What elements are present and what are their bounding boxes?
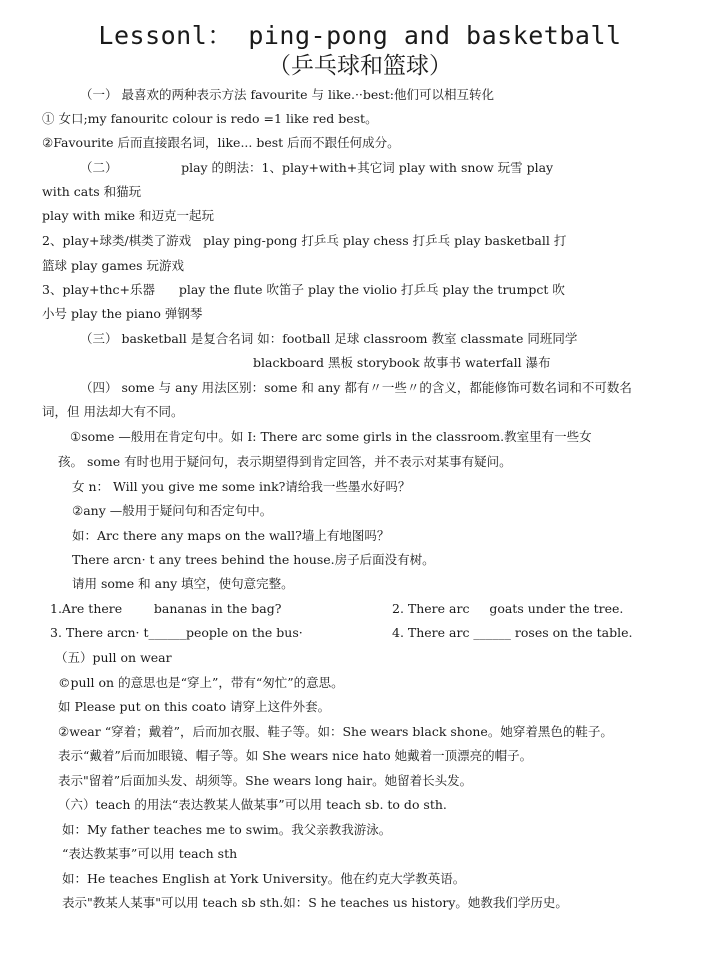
- exercise-item: 4. There arc ______ roses on the table.: [392, 625, 633, 640]
- text-line: 表示"教某人某事"可以用 teach sb sth.如：S he teaches us history。她教我们学历史。: [62, 895, 568, 910]
- text-line: blackboard 黑板 storybook 故事书 waterfall 瀑布: [253, 355, 551, 370]
- text-line: 词，但 用法却大有不同。: [42, 404, 184, 419]
- page-subtitle: （乒乓球和篮球）: [268, 53, 452, 79]
- text-line: 女 n： Will you give me some ink?请给我一些墨水好吗？: [72, 479, 411, 494]
- text-line: 如：Arc there any maps on the wall?墙上有地图吗？: [72, 528, 390, 543]
- text-line: 请用 some 和 any 填空，使句意完整。: [72, 576, 294, 591]
- text-line: 如：My father teaches me to swim。我父亲教我游泳。: [62, 822, 392, 837]
- text-line: （二） play 的朗法：1、play+with+其它词 play with snow 玩雪 play: [80, 160, 554, 175]
- text-line: “表达教某事”可以用 teach sth: [62, 846, 238, 861]
- text-line: ① 女口;my fanouritc colour is redo =1 like red best。: [42, 111, 378, 126]
- text-line: ②Favourite 后而直接跟名词，like... best 后而不跟任何成分。: [42, 135, 400, 150]
- text-line: 2、play+球类/棋类了游戏 play ping-pong 打乒乓 play chess 打乒乓 play basketball 打: [42, 233, 567, 248]
- text-line: 孩。 some 有时也用于疑问句，表示期望得到肯定回答，并不表示对某事有疑问。: [58, 454, 512, 469]
- text-line: 表示“戴着”后而加眼镜、帽子等。如 She wears nice hato 她戴着一顶漂亮的帽子。: [58, 748, 533, 763]
- exercise-item: 2. There arc goats under the tree.: [392, 601, 624, 616]
- text-line: ©pull on 的意思也是“穿上”，带有“匆忙”的意思。: [58, 675, 344, 690]
- text-line: （五）pull on wear: [55, 650, 172, 665]
- text-line: ①some —般用在肯定句中。如 I: There arc some girls in the classroom.教室里有一些女: [70, 429, 592, 444]
- exercise-item: 3. There arcn· t______people on the bus·: [50, 625, 303, 640]
- text-line: （一） 最喜欢的两种表示方法 favourite 与 like.··best:他们可以相互转化: [80, 87, 494, 102]
- page-title: Lessonl： ping-pong and basketball: [98, 21, 622, 50]
- text-line: ②wear “穿着；戴着”，后而加衣服、鞋子等。如：She wears black shone。她穿着黑色的鞋子。: [58, 724, 613, 739]
- text-line: 如 Please put on this coato 请穿上这件外套。: [58, 699, 331, 714]
- text-line: 小号 play the piano 弹钢琴: [42, 306, 203, 321]
- text-line: ②any —般用于疑问句和否定句中。: [72, 503, 273, 518]
- text-line: 篮球 play games 玩游戏: [42, 258, 185, 273]
- text-line: with cats 和猫玩: [42, 184, 142, 199]
- text-line: There arcn· t any trees behind the house.房子后面没有树。: [72, 552, 435, 567]
- text-line: 表示"留着”后面加头发、胡须等。She wears long hair。她留着长头发。: [58, 773, 473, 788]
- text-line: 如：He teaches English at York University。他在约克大学教英语。: [62, 871, 466, 886]
- text-line: play with mike 和迈克一起玩: [42, 208, 215, 223]
- text-line: （三） basketball 是复合名词 如：football 足球 classroom 教室 classmate 同班同学: [80, 331, 578, 346]
- text-line: 3、play+thc+乐器 play the flute 吹笛子 play the violio 打乒乓 play the trumpct 吹: [42, 282, 565, 297]
- exercise-item: 1.Are there bananas in the bag?: [50, 601, 282, 616]
- text-line: （六）teach 的用法“表达教某人做某事”可以用 teach sb. to do sth.: [58, 797, 447, 812]
- text-line: （四） some 与 any 用法区别：some 和 any 都有〃一些〃的含义，都能修饰可数名词和不可数名: [80, 380, 632, 395]
